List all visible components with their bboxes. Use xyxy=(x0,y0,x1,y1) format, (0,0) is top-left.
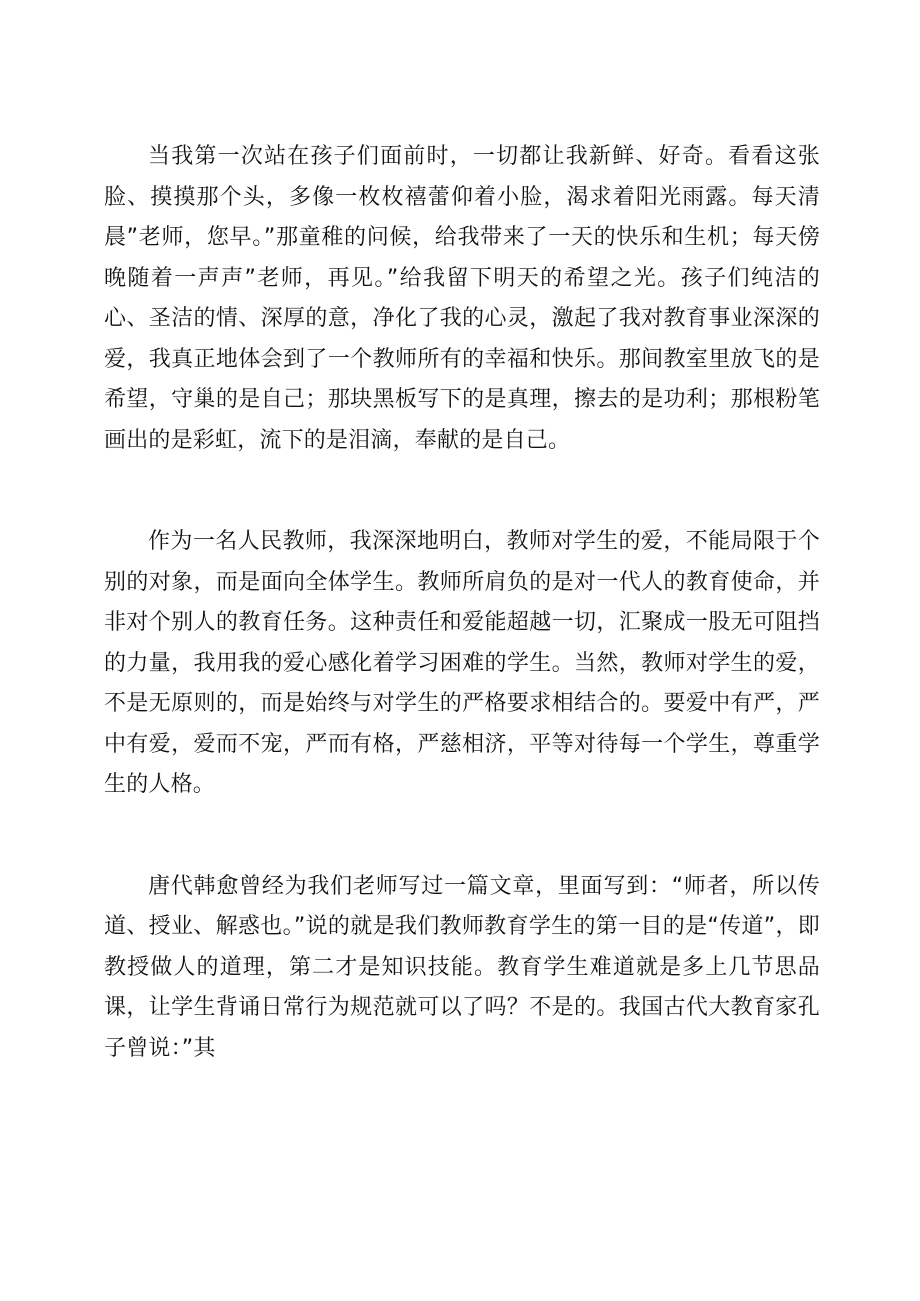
document-body xyxy=(104,137,820,1069)
paragraph-1: 当我第一次站在孩子们面前时，一切都让我新鲜、好奇。看看这张脸、摸摸那个头，多像一枚枚禧蕾仰着小脸，渴求着阳光雨露。每天清晨”老师，您早。”那童稚的问候，给我带来了一天的快乐和生机；每天傍晚随着一声声”老师，再见。”给我留下明天的希望之光。孩子们纯洁的心、圣洁的情、深厚的意，净化了我的心灵，激起了我对教育事业深深的爱，我真正地体会到了一个教师所有的幸福和快乐。那间教室里放飞的是希望，守巢的是自己；那块黑板写下的是真理，擦去的是功利；那根粉笔画出的是彩虹，流下的是泪滴，奉献的是自己。 xyxy=(104,144,820,453)
paragraph-2: 作为一名人民教师，我深深地明白，教师对学生的爱，不能局限于个别的对象，而是面向全体学生。教师所肩负的是对一代人的教育使命，并非对个别人的教育任务。这种责任和爱能超越一切，汇聚成一股无可阻挡的力量，我用我的爱心感化着学习困难的学生。当然，教师对学生的爱，不是无原则的，而是始终与对学生的严格要求相结合的。要爱中有严，严中有爱，爱而不宠，严而有格，严慈相济，平等对待每一个学生，尊重学生的人格。 xyxy=(104,529,820,797)
paragraph-3: 唐代韩愈曾经为我们老师写过一篇文章，里面写到：“师者，所以传道、授业、解惑也。”说的就是我们教师教育学生的第一目的是“传道”，即教授做人的道理，第二才是知识技能。教育学生难道就是多上几节思品课，让学生背诵日常行为规范就可以了吗？不是的。我国古代大教育家孔子曾说：”其 xyxy=(104,873,820,1061)
